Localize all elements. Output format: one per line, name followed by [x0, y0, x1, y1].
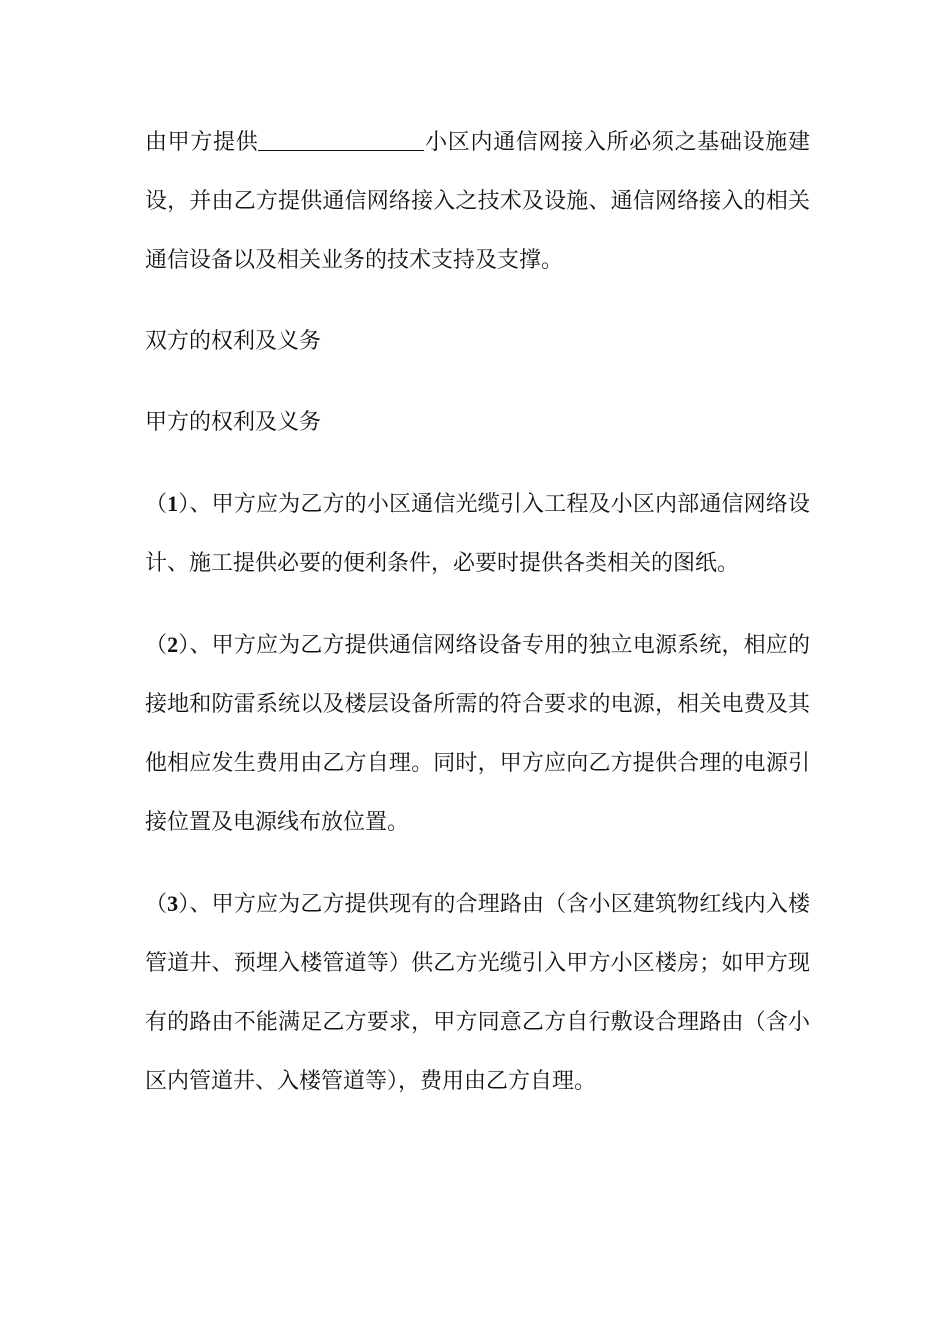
clause-2-open-paren: （ [145, 633, 168, 658]
clause-1-open-paren: （ [145, 492, 168, 517]
document-body [145, 113, 810, 1133]
clause-1 [145, 474, 810, 593]
clause-2 [145, 615, 810, 852]
clause-2-text: ）、甲方应为乙方提供通信网络设备专用的独立电源系统，相应的接地和防雷系统以及楼层设备所需的符合要求的电源，相关电费及其他相应发生费用由乙方自理。同时，甲方应向乙方提供合理的电源引接位置及电源线布放位置。 [145, 633, 810, 835]
blank-fill-line [258, 130, 424, 151]
clause-1-number: 1 [167, 491, 179, 516]
clause-3-open-paren: （ [145, 892, 168, 917]
paragraph-suffix: 小区内通信网接入所必须之基础设施建设，并由乙方提供通信网络接入之技术及设施、通信网络接入的相关通信设备以及相关业务的技术支持及支撑。 [145, 130, 810, 273]
paragraph-infrastructure [145, 113, 810, 290]
clause-1-text: ）、甲方应为乙方的小区通信光缆引入工程及小区内部通信网络设计、施工提供必要的便利条件，必要时提供各类相关的图纸。 [145, 492, 810, 576]
heading-mutual-rights: 双方的权利及义务 [145, 329, 322, 354]
clause-2-number: 2 [167, 632, 179, 657]
clause-3 [145, 874, 810, 1111]
heading-party-a-rights: 甲方的权利及义务 [145, 410, 322, 435]
clause-3-number: 3 [167, 891, 179, 916]
paragraph-prefix: 由甲方提供 [145, 130, 259, 155]
clause-3-text: ）、甲方应为乙方提供现有的合理路由（含小区建筑物红线内入楼管道井、预埋入楼管道等）供乙方光缆引入甲方小区楼房；如甲方现有的路由不能满足乙方要求，甲方同意乙方自行敷设合理路由（含小区内管道井、入楼管道等），费用由乙方自理。 [145, 892, 810, 1094]
